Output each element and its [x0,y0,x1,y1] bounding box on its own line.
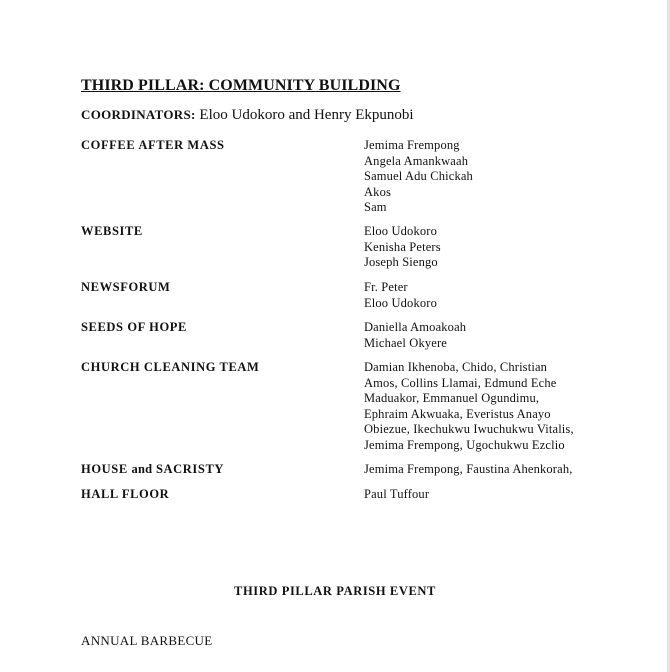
team-label: NEWSFORUM [81,280,171,294]
team-label: SEEDS OF HOPE [81,320,187,334]
team-members [364,138,609,216]
member-name: Ephraim Akwuaka, Everistus Anayo [364,406,551,421]
team-members [364,280,609,311]
member-name: Amos, Collins Llamai, Edmund Eche [364,375,557,390]
member-name: Sam [364,200,387,215]
team-members [364,462,609,478]
member-name: Eloo Udokoro [364,295,437,310]
member-name: Jemima Frempong, Faustina Ahenkorah, [364,462,573,476]
member-name: Samuel Adu Chickah [364,169,473,184]
member-name: Damian Ikhenoba, Chido, Christian [364,360,548,374]
member-name: Obiezue, Ikechukwu Iwuchukwu Vitalis, [364,422,574,437]
member-name: Fr. Peter [364,280,408,294]
member-name: Akos [364,184,391,199]
team-members [364,320,609,351]
member-name: Michael Okyere [364,335,447,350]
member-name: Paul Tuffour [364,487,430,501]
coordinators-names: Eloo Udokoro and Henry Ekpunobi [199,107,414,123]
member-name: Jemima Frempong, Ugochukwu Ezclio [364,437,565,452]
team-label: WEBSITE [81,224,143,238]
member-name: Kenisha Peters [364,239,441,254]
team-members [364,360,609,454]
team-label-prefix: HOUSE [81,462,132,476]
team-label-and: and [131,462,153,476]
team-members [364,487,609,503]
member-name: Eloo Udokoro [364,224,437,238]
team-label [81,462,224,477]
team-label: COFFEE AFTER MASS [81,138,225,152]
member-name: Jemima Frempong [364,138,460,152]
event-item: ANNUAL BARBECUE [81,633,213,648]
team-label: HALL FLOOR [81,487,170,501]
section-title: THIRD PILLAR: COMMUNITY BUILDING [81,77,401,94]
event-section-title: THIRD PILLAR PARISH EVENT [234,584,436,598]
member-name: Angela Amankwaah [364,153,469,168]
coordinators-line [81,107,414,124]
team-label: CHURCH CLEANING TEAM [81,360,260,374]
member-name: Maduakor, Emmanuel Ogundimu, [364,391,540,406]
team-members [364,224,609,271]
coordinators-label: COORDINATORS: [81,107,196,122]
member-name: Joseph Siengo [364,255,438,270]
team-label-suffix: SACRISTY [152,462,225,476]
member-name: Daniella Amoakoah [364,320,467,334]
